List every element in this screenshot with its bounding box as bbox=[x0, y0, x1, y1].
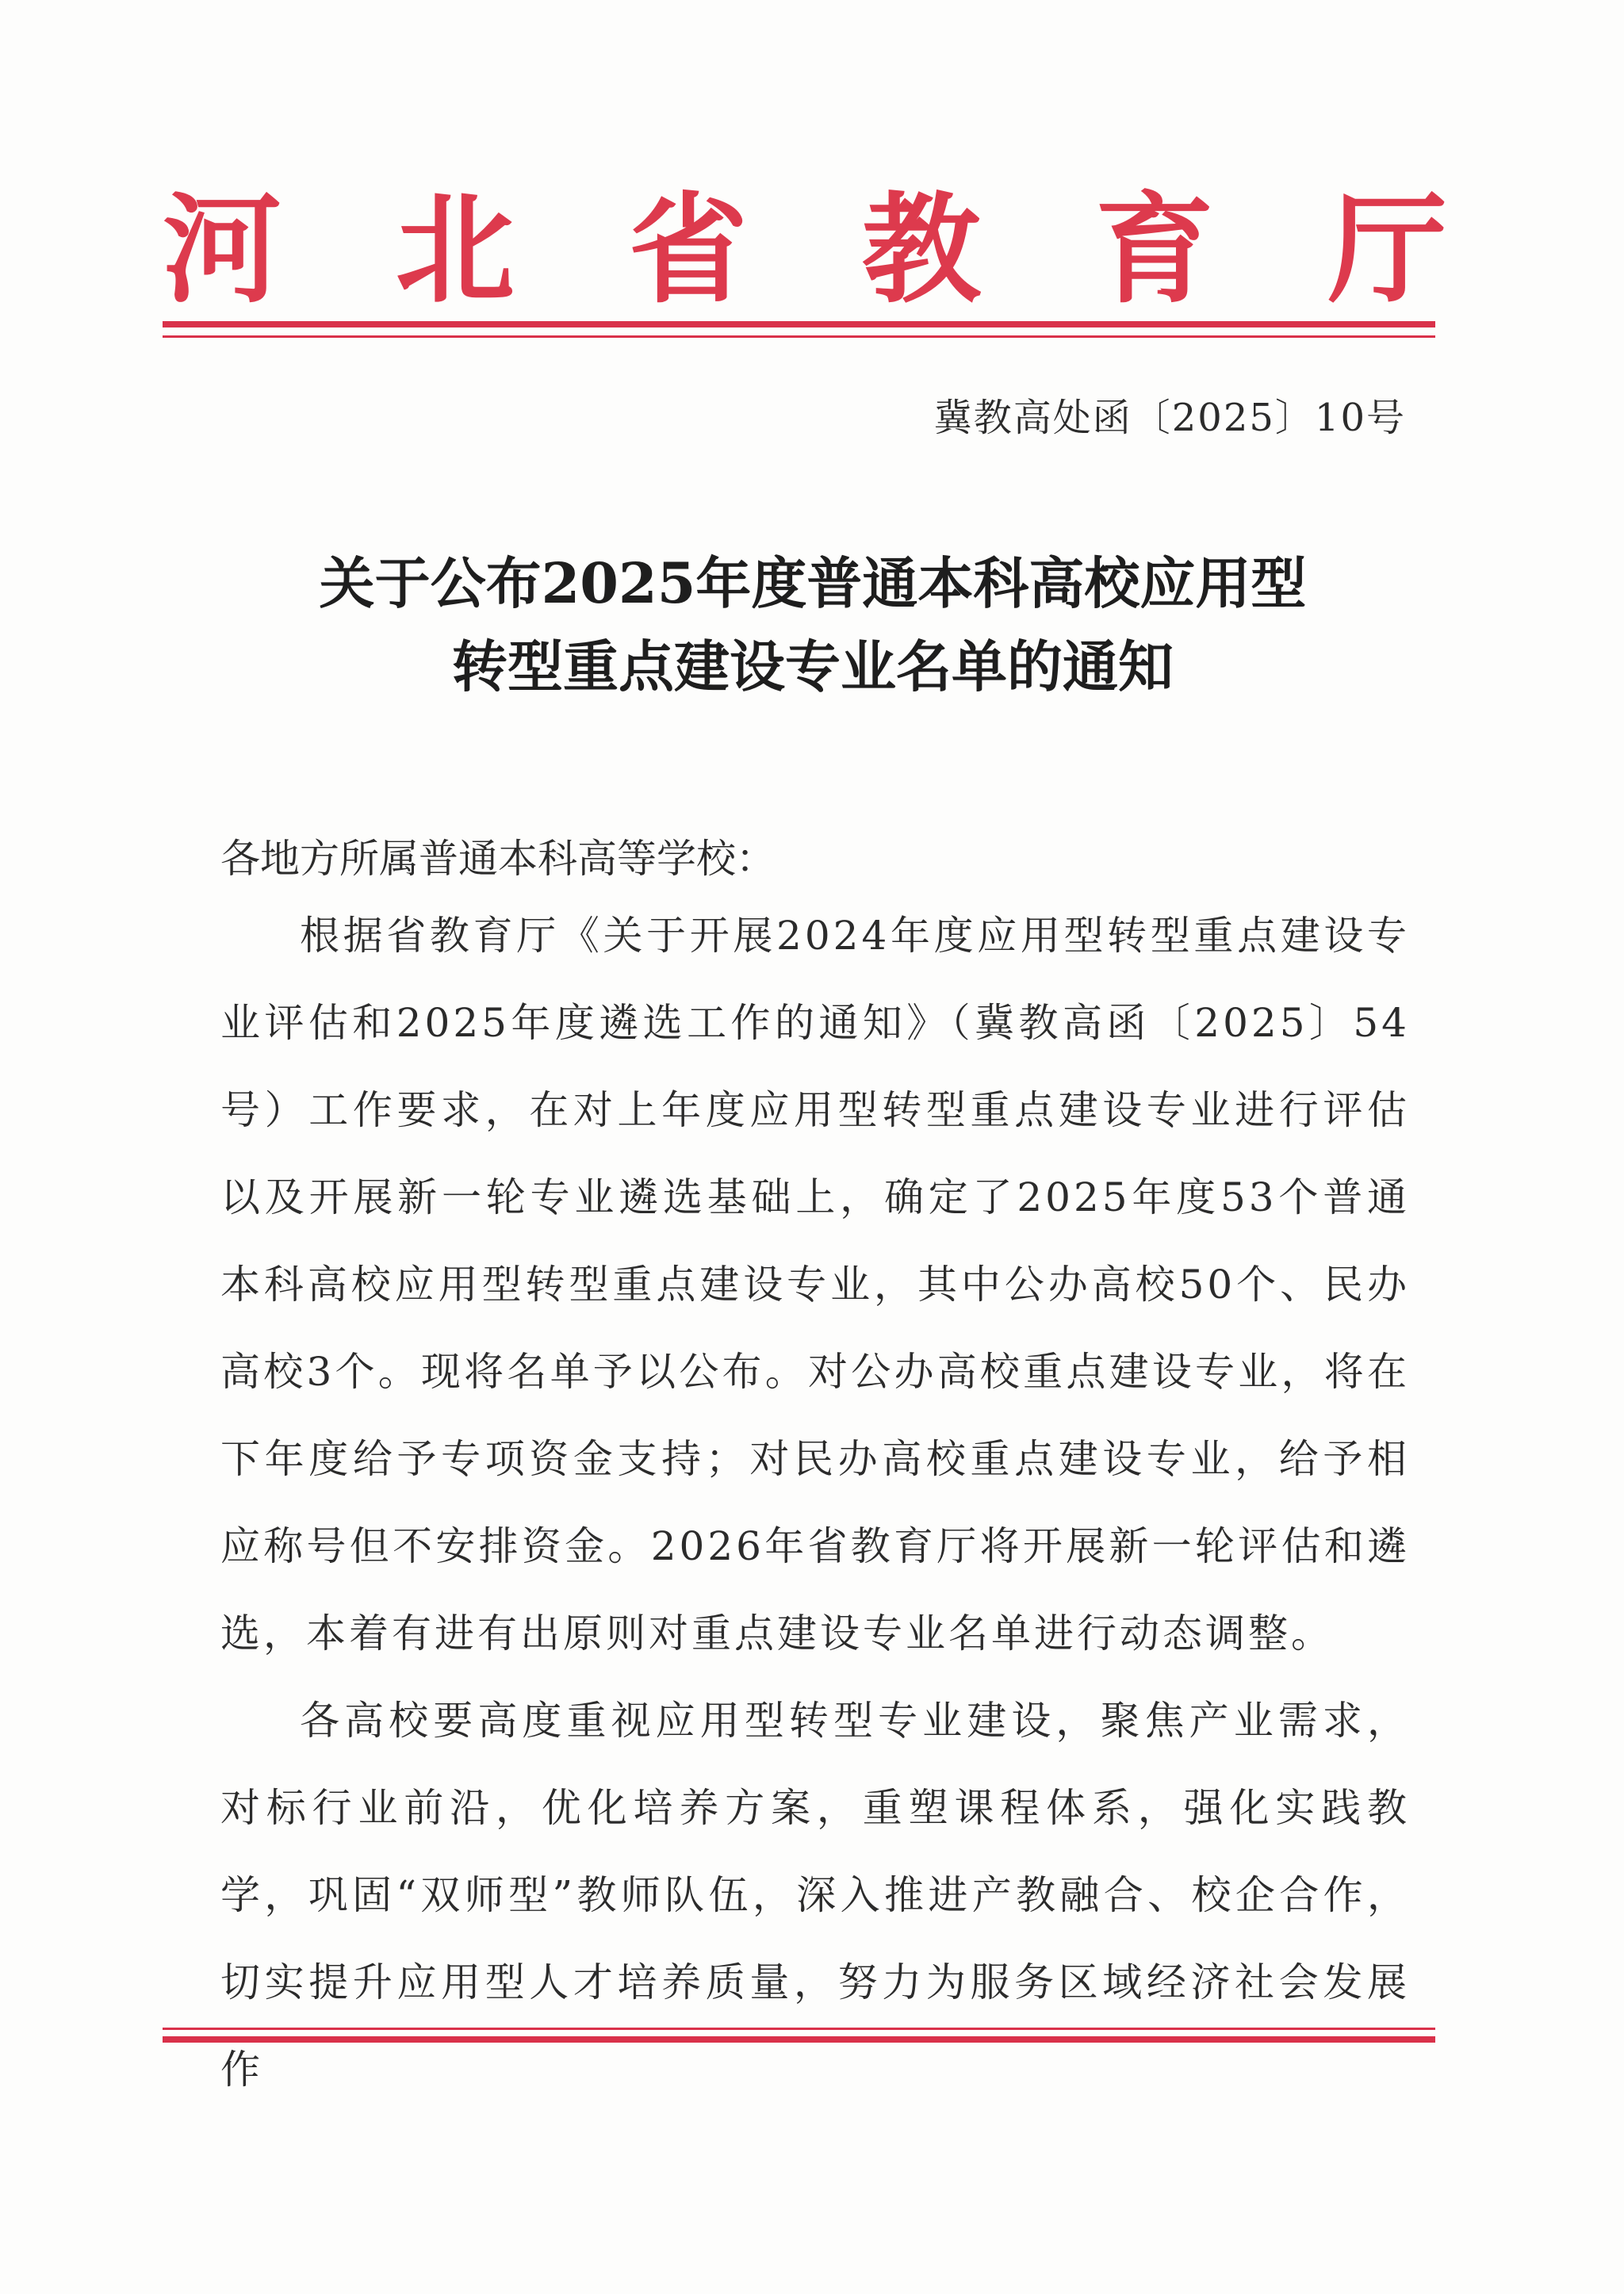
document-title-line-1: 关于公布2025年度普通本科高校应用型 bbox=[319, 550, 1307, 616]
header-rule-thick bbox=[163, 321, 1435, 327]
body-paragraph-2: 各高校要高度重视应用型转型专业建设，聚焦产业需求，对标行业前沿，优化培养方案，重塑课程体系，强化实践教学，巩固“双师型”教师队伍，深入推进产教融合、校企合作，切实提升应用型人才培养质量，努力为服务区域经济社会发展作 bbox=[220, 1698, 1410, 2093]
salutation: 各地方所属普通本科高等学校： bbox=[220, 836, 776, 882]
header-char: 厅 bbox=[1327, 180, 1447, 320]
header-rule-thin bbox=[163, 335, 1435, 338]
header-char: 育 bbox=[1094, 180, 1214, 320]
body-paragraph-1: 根据省教育厅《关于开展2024年度应用型转型重点建设专业评估和2025年度遴选工作的通知》（冀教高函〔2025〕54号）工作要求，在对上年度应用型转型重点建设专业进行评估以及开展新一轮专业遴选基础上，确定了2025年度53个普通本科高校应用型转型重点建设专业，其中公办高校50个、民办高校3个。现将名单予以公布。对公办高校重点建设专业，将在下年度给予专项资金支持；对民办高校重点建设专业，给予相应称号但不安排资金。2026年省教育厅将开展新一轮评估和遴选，本着有进有出原则对重点建设专业名单进行动态调整。 bbox=[220, 913, 1410, 1656]
footer-rule-thin bbox=[163, 2028, 1435, 2030]
header-char: 河 bbox=[163, 180, 282, 320]
document-number: 冀教高处函〔2025〕10号 bbox=[933, 396, 1406, 440]
header-char: 省 bbox=[628, 180, 748, 320]
header-char: 教 bbox=[861, 180, 981, 320]
document-title-line-2: 转型重点建设专业名单的通知 bbox=[452, 634, 1174, 699]
footer-rule-thick bbox=[163, 2036, 1435, 2043]
issuing-authority-header bbox=[163, 178, 1447, 321]
header-char: 北 bbox=[395, 180, 515, 320]
